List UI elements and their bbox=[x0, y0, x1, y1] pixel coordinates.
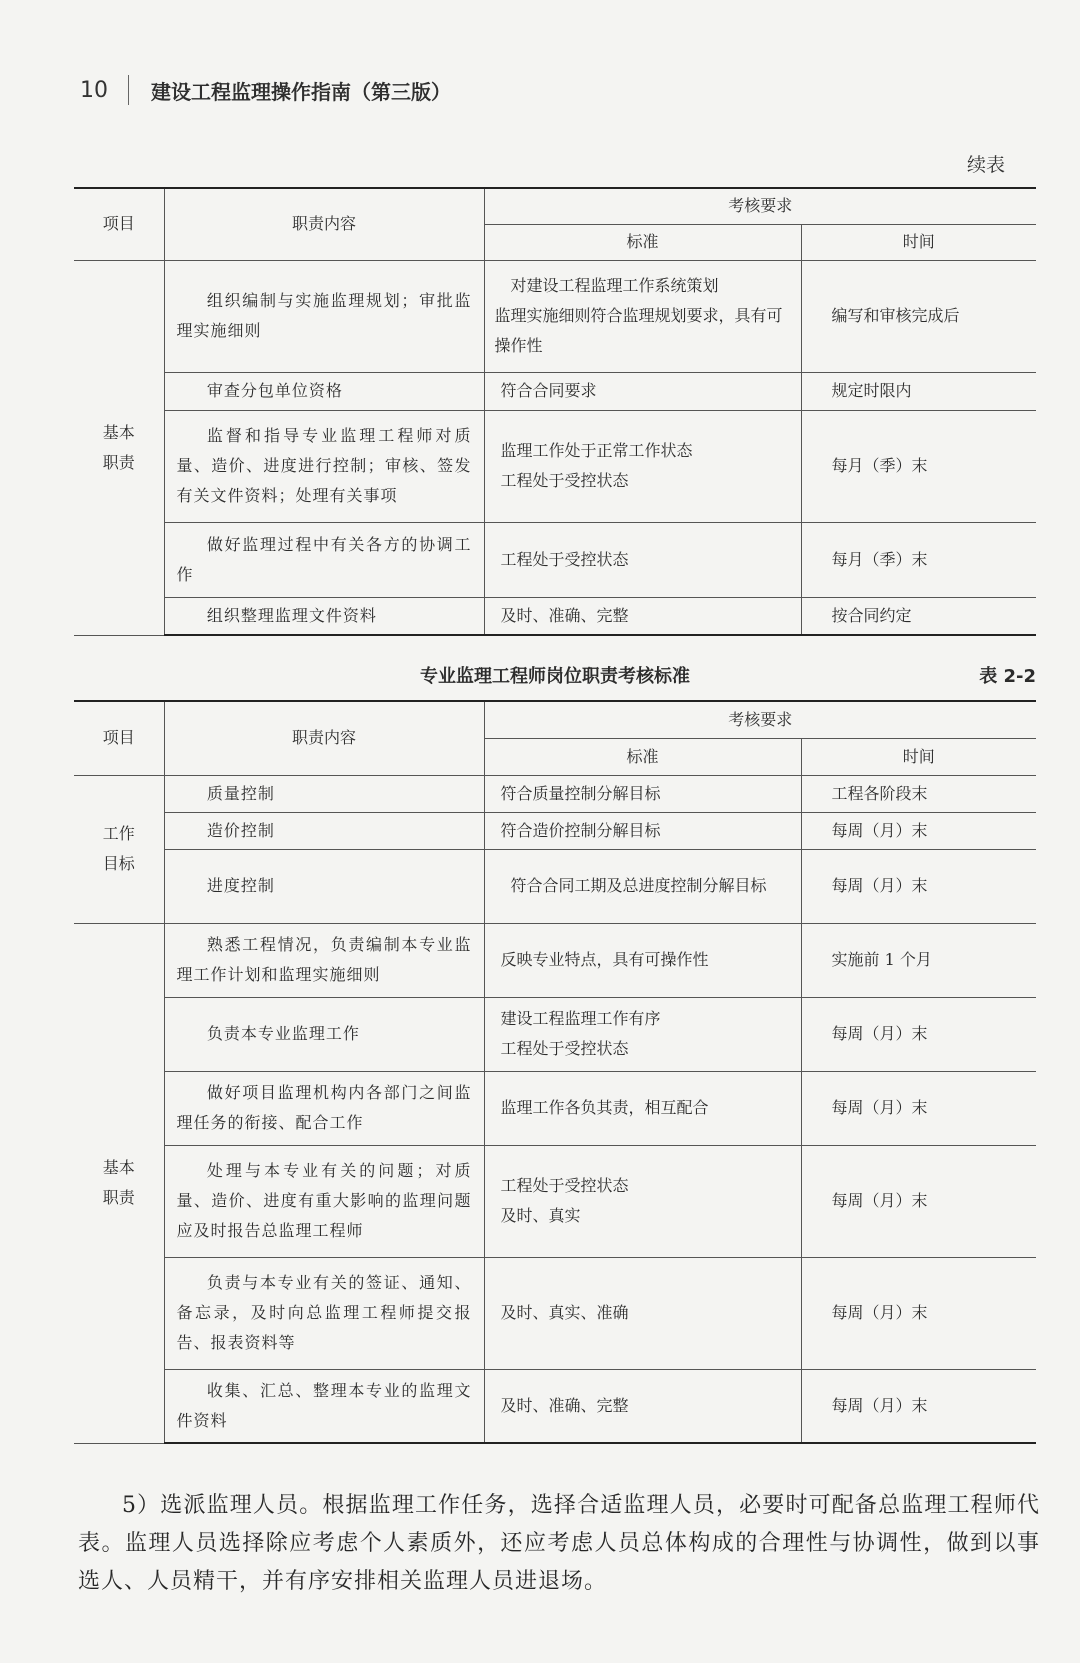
time-cell: 每周（月）末 bbox=[801, 1145, 1036, 1257]
content-cell: 组织整理监理文件资料 bbox=[164, 597, 484, 635]
table-row bbox=[74, 260, 1036, 372]
time-cell: 每周（月）末 bbox=[801, 997, 1036, 1071]
category-cell: 基本 职责 bbox=[74, 260, 164, 635]
page-header bbox=[80, 70, 451, 110]
header-content: 职责内容 bbox=[164, 701, 484, 775]
table-row bbox=[74, 775, 1036, 812]
content-cell: 审查分包单位资格 bbox=[164, 372, 484, 410]
body-paragraph: 5）选派监理人员。根据监理工作任务，选择合适监理人员，必要时可配备总监理工程师代表。监理人员选择除应考虑个人素质外，还应考虑人员总体构成的合理性与协调性，做到以事选人、人员精干，并有序安排相关监理人员进退场。 bbox=[78, 1493, 1040, 1594]
content-cell: 负责与本专业有关的签证、通知、备忘录，及时向总监理工程师提交报告、报表资料等 bbox=[164, 1257, 484, 1369]
content-cell: 组织编制与实施监理规划；审批监理实施细则 bbox=[164, 260, 484, 372]
content-cell: 做好监理过程中有关各方的协调工作 bbox=[164, 522, 484, 597]
content-cell: 负责本专业监理工作 bbox=[164, 997, 484, 1071]
standard-cell: 监理工作各负其责，相互配合 bbox=[484, 1071, 801, 1145]
content-cell: 收集、汇总、整理本专业的监理文件资料 bbox=[164, 1369, 484, 1443]
standard-cell: 反映专业特点，具有可操作性 bbox=[484, 923, 801, 997]
standard-cell: 建设工程监理工作有序 工程处于受控状态 bbox=[484, 997, 801, 1071]
time-cell: 每周（月）末 bbox=[801, 1071, 1036, 1145]
header-standard: 标准 bbox=[484, 738, 801, 775]
time-cell: 每周（月）末 bbox=[801, 1369, 1036, 1443]
table-row bbox=[74, 849, 1036, 923]
table-row bbox=[74, 1145, 1036, 1257]
time-cell: 规定时限内 bbox=[801, 372, 1036, 410]
time-cell: 每月（季）末 bbox=[801, 410, 1036, 522]
table-row bbox=[74, 1071, 1036, 1145]
header-content: 职责内容 bbox=[164, 188, 484, 260]
table-row bbox=[74, 1257, 1036, 1369]
book-title: 建设工程监理操作指南（第三版） bbox=[151, 79, 451, 104]
standard-cell: 符合造价控制分解目标 bbox=[484, 812, 801, 849]
page-number: 10 bbox=[80, 77, 108, 103]
content-cell: 造价控制 bbox=[164, 812, 484, 849]
content-cell: 进度控制 bbox=[164, 849, 484, 923]
table-row bbox=[74, 923, 1036, 997]
category-cell: 基本 职责 bbox=[74, 923, 164, 1443]
content-cell: 质量控制 bbox=[164, 775, 484, 812]
time-cell: 每周（月）末 bbox=[801, 849, 1036, 923]
header-divider bbox=[128, 75, 129, 105]
content-cell: 监督和指导专业监理工程师对质量、造价、进度进行控制；审核、签发有关文件资料；处理有关事项 bbox=[164, 410, 484, 522]
table-row bbox=[74, 597, 1036, 635]
table-row bbox=[74, 410, 1036, 522]
standard-cell: 工程处于受控状态 bbox=[484, 522, 801, 597]
header-item: 项目 bbox=[74, 188, 164, 260]
table-row bbox=[74, 372, 1036, 410]
standard-cell: 符合合同要求 bbox=[484, 372, 801, 410]
time-cell: 每周（月）末 bbox=[801, 812, 1036, 849]
table-caption bbox=[74, 660, 1036, 694]
time-cell: 每月（季）末 bbox=[801, 522, 1036, 597]
standard-cell: 监理工作处于正常工作状态 工程处于受控状态 bbox=[484, 410, 801, 522]
table-row bbox=[74, 1369, 1036, 1443]
standard-cell: 工程处于受控状态 及时、真实 bbox=[484, 1145, 801, 1257]
time-cell: 每周（月）末 bbox=[801, 1257, 1036, 1369]
standard-cell: 及时、真实、准确 bbox=[484, 1257, 801, 1369]
time-cell: 实施前 1 个月 bbox=[801, 923, 1036, 997]
specialist-engineer-duty-table bbox=[74, 700, 1036, 1444]
continued-table-label: 续表 bbox=[966, 154, 1005, 176]
header-time: 时间 bbox=[801, 738, 1036, 775]
standard-cell: 符合合同工期及总进度控制分解目标 bbox=[484, 849, 801, 923]
standard-cell: 对建设工程监理工作系统策划 监理实施细则符合监理规划要求，具有可操作性 bbox=[484, 260, 801, 372]
header-requirement: 考核要求 bbox=[484, 701, 1036, 738]
table-number: 表 2-2 bbox=[979, 666, 1036, 687]
table-row bbox=[74, 522, 1036, 597]
table-title: 专业监理工程师岗位职责考核标准 bbox=[420, 666, 690, 687]
content-cell: 做好项目监理机构内各部门之间监理任务的衔接、配合工作 bbox=[164, 1071, 484, 1145]
chief-supervisor-duty-table bbox=[74, 187, 1036, 636]
table-row bbox=[74, 997, 1036, 1071]
time-cell: 工程各阶段末 bbox=[801, 775, 1036, 812]
time-cell: 编写和审核完成后 bbox=[801, 260, 1036, 372]
category-cell: 工作 目标 bbox=[74, 775, 164, 923]
header-requirement: 考核要求 bbox=[484, 188, 1036, 224]
standard-cell: 及时、准确、完整 bbox=[484, 597, 801, 635]
header-standard: 标准 bbox=[484, 224, 801, 260]
table-row bbox=[74, 812, 1036, 849]
content-cell: 熟悉工程情况，负责编制本专业监理工作计划和监理实施细则 bbox=[164, 923, 484, 997]
header-time: 时间 bbox=[801, 224, 1036, 260]
header-item: 项目 bbox=[74, 701, 164, 775]
time-cell: 按合同约定 bbox=[801, 597, 1036, 635]
content-cell: 处理与本专业有关的问题；对质量、造价、进度有重大影响的监理问题应及时报告总监理工程师 bbox=[164, 1145, 484, 1257]
standard-cell: 符合质量控制分解目标 bbox=[484, 775, 801, 812]
standard-cell: 及时、准确、完整 bbox=[484, 1369, 801, 1443]
